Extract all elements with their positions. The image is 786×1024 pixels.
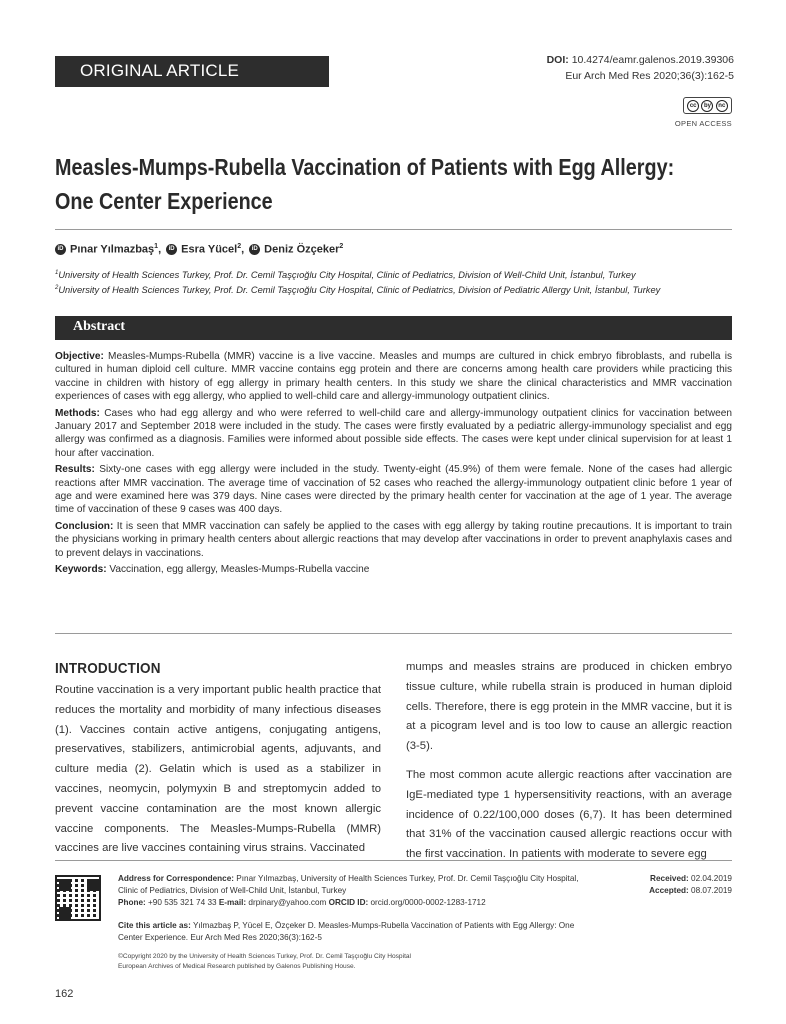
author-name: Esra Yücel$^2$, [181, 243, 245, 256]
section-heading: INTRODUCTION [55, 660, 161, 677]
cite-this-article: Cite this article as: Yılmazbaş P, Yücel E, Özçeker D. Measles-Mumps-Rubella Vaccination of Patients with Egg Allergy: One Center Experience. Eur Arch Med Res 2020;36(3):162-5 [118, 921, 575, 942]
body-paragraph: Routine vaccination is a very important public health practice that reduces the mortality and morbidity of many infectious diseases (1). Vaccines contain active antigens, conjugating antigens, preservatives, stabilizers, antimicrobial agents, adjuvants, and culture media (2). Gelatin which is used as a stabilizer in vaccines, neomycin, polymyxin B and streptomycin added to prevent vaccine contamination are the most known allergic vaccine components. The Measles-Mumps-Rubella (MMR) vaccines are live vaccines containing virus strains. Vaccinated [55, 684, 381, 855]
affiliation: $^1$University of Health Sciences Turkey, Prof. Dr. Cemil Taşçıoğlu City Hospital, Clinic of Pediatrics, Division of Well-Child Unit, İstanbul, Turkey [55, 270, 636, 281]
title-line-2: One Center Experience [55, 188, 273, 214]
author-name: Pınar Yılmazbaş$^1$, [70, 243, 162, 256]
section-label: ORIGINAL ARTICLE [55, 56, 329, 87]
abstract-body [55, 350, 732, 580]
journal-citation: Eur Arch Med Res 2020;36(3):162-5 [565, 70, 734, 82]
footer-divider [55, 860, 732, 861]
left-column [55, 681, 381, 868]
right-column [406, 658, 732, 874]
title-line-1: Measles-Mumps-Rubella Vaccination of Patients with Egg Allergy: [55, 154, 675, 180]
article-title [55, 150, 743, 218]
abstract-keywords: Keywords: Vaccination, egg allergy, Measles-Mumps-Rubella vaccine [55, 564, 370, 576]
abstract-heading: Abstract [55, 316, 732, 340]
abstract-divider [55, 633, 732, 634]
orcid-icon[interactable]: iD [55, 244, 66, 255]
email-link[interactable]: drpinary@yahoo.com [246, 898, 329, 907]
correspondence-block: Address for Correspondence: Pınar Yılmazbaş, University of Health Sciences Turkey, Prof. Dr. Cemil Taşçıoğlu City Hospital, Clinic of Pediatrics, Division of Well-Child Unit, İstanbul, Turkey Phone: +90 535 321 74 33 E-mail: drpinary@yahoo.com ORCID ID: orcid.org/0000-0002-1283-1712 [118, 874, 579, 907]
title-divider [55, 229, 732, 230]
abstract-methods: Methods: Cases who had egg allergy and who were referred to well-child care and allergy-immunology outpatient clinics for vaccination between January 2017 and September 2018 were included in the study. The cases were firstly evaluated by a pediatric allergy-immunology specialist and egg allergy was confirmed as a diagnosis. Families were informed about possible side effects. The cases were kept under clinical supervision for at least 1 hour after vaccination. [55, 407, 732, 459]
creative-commons-license-icon[interactable] [683, 97, 732, 114]
cc-icon: cc [687, 100, 699, 112]
qr-code-icon[interactable] [55, 875, 101, 921]
abstract-results: Results: Sixty-one cases with egg allergy were included in the study. Twenty-eight (45.9%) of them were female. None of the cases had allergic reactions after MMR vaccination. The average time of vaccination of 52 cases who reached the allergy-immunology outpatient clinic before 1 year of age and were examined here was 379 days. Nine cases were directed by the primary health center for vaccination at the age of 1 year. The average time of vaccination of these 9 cases was 400 days. [55, 464, 732, 516]
nc-icon: nc [716, 100, 728, 112]
orcid-icon[interactable]: iD [249, 244, 260, 255]
orcid-icon[interactable]: iD [166, 244, 177, 255]
orcid-link[interactable]: orcid.org/0000-0002-1283-1712 [368, 898, 486, 907]
abstract-conclusion: Conclusion: It is seen that MMR vaccination can safely be applied to the cases with egg allergy by taking routine precautions. It is important to train the physicians working in primary health centers about allergic reactions that may develop after vaccinations in order to prevent anaphylaxis cases and to prevent delays in vaccinations. [55, 520, 732, 559]
body-paragraph: The most common acute allergic reactions after vaccination are IgE-mediated type 1 hypersensitivity reactions, with an average incidence of 0.22/100,000 doses (6,7). It has been determined that 31% of the vaccination caused allergic reactions occur with the first vaccination. In patients with moderate to severe egg [406, 768, 732, 861]
by-icon: by [701, 100, 713, 112]
affiliation: $^2$University of Health Sciences Turkey, Prof. Dr. Cemil Taşçıoğlu City Hospital, Clinic of Pediatrics, Division of Pediatric Allergy Unit, İstanbul, Turkey [55, 285, 661, 296]
author-name: Deniz Özçeker$^2$ [264, 243, 344, 256]
doi-label: DOI: [546, 54, 569, 66]
copyright-notice: ©Copyright 2020 by the University of Health Sciences Turkey, Prof. Dr. Cemil Taşçıoğlu City Hospital European Archives of Medical Research published by Galenos Publishing House. [118, 953, 412, 970]
page-number: 162 [55, 988, 74, 1000]
doi-citation-block [547, 52, 734, 84]
received-accepted-dates: Received: 02.04.2019 Accepted: 08.07.2019 [649, 874, 732, 895]
doi-link[interactable]: 10.4274/eamr.galenos.2019.39306 [571, 54, 734, 66]
open-access-label: OPEN ACCESS [674, 119, 732, 128]
abstract-objective: Objective: Measles-Mumps-Rubella (MMR) vaccine is a live vaccine. Measles and mumps are cultured in chick embryo fibroblasts, and rubella is cultured in human diploid cell culture. MMR vaccine contains egg protein and there are concerns among health care providers while practicing this vaccine in children with history of egg allergy in primary health centers. In this study we share the clinical characteristics and MMR vaccination experiences of cases with egg allergy, who applied to well-child care and allergy-immunology outpatient clinics. [55, 351, 732, 403]
body-paragraph: mumps and measles strains are produced in chicken embryo tissue culture, while rubella strain is produced in human diploid cells. Therefore, there is egg protein in the MMR vaccine, but it is at a picogram level and is too low to cause an allergic reaction (3-5). [406, 661, 732, 753]
author-list [55, 243, 348, 256]
